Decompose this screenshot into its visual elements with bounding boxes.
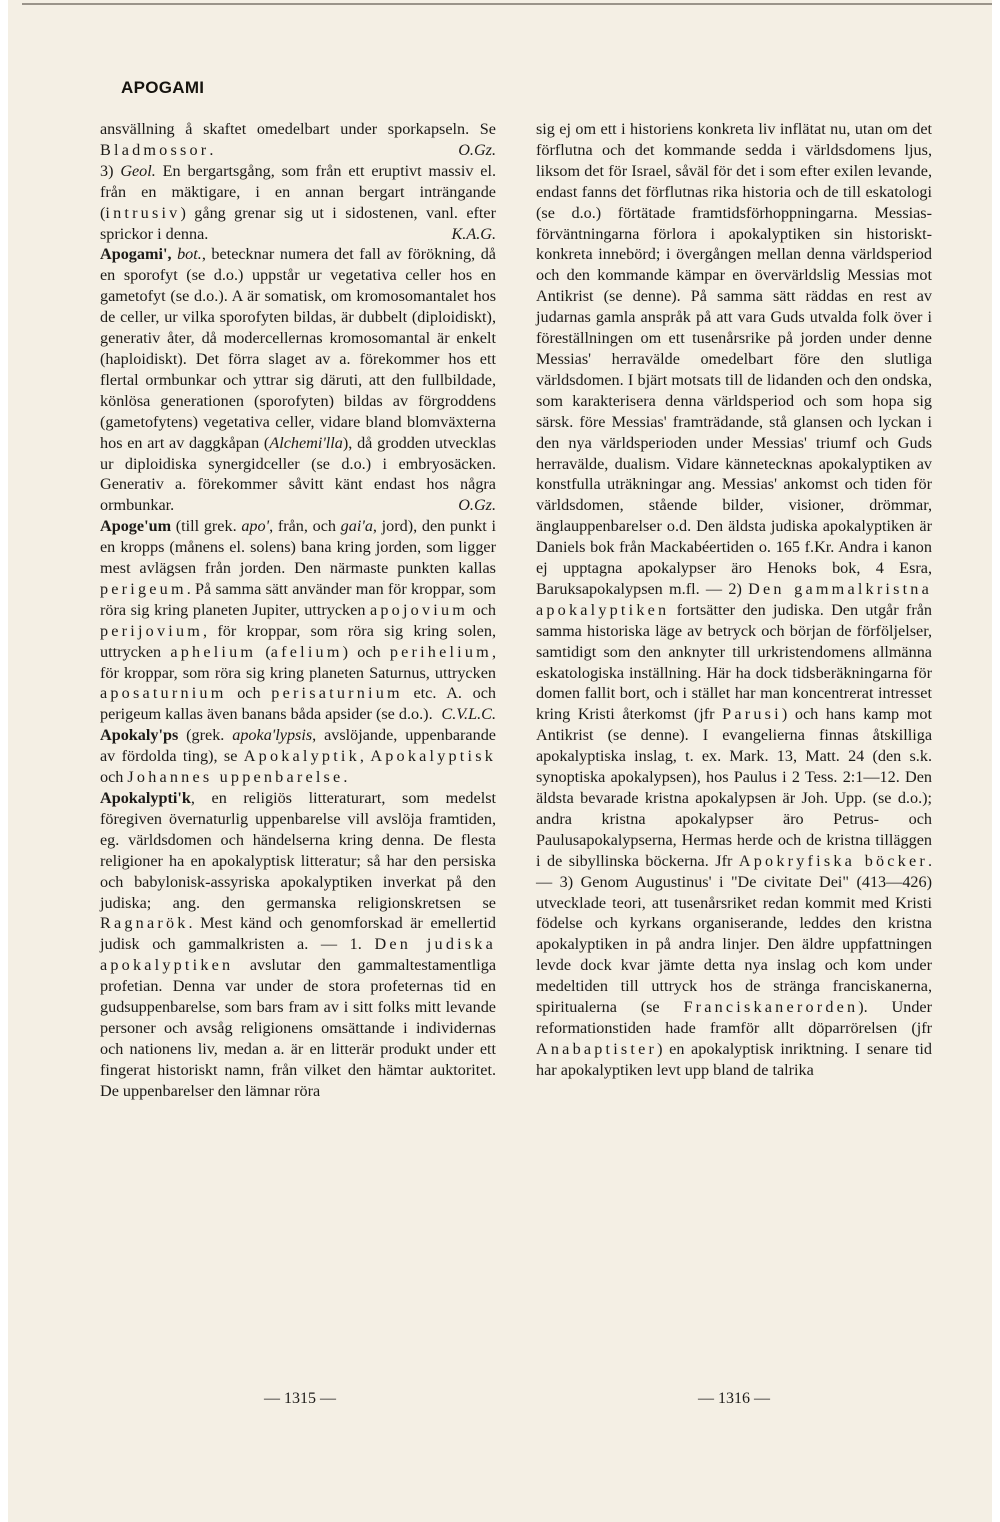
headword: Apokaly'ps — [100, 726, 179, 745]
spaced-term: intrusiv — [105, 203, 181, 222]
subject-abbreviation: Geol. — [120, 161, 156, 180]
spaced-term: afelium — [270, 642, 343, 661]
right-column — [536, 119, 932, 1081]
italic-term: gai'a — [340, 517, 373, 536]
entry-apofys-sporkapsel: ansvällning å skaftet omedelbart under sporkapseln. Se Bladmossor. O.Gz. — [100, 120, 496, 159]
page-edge-rule — [22, 3, 992, 5]
entry-apokalyptik: Apokalypti'k, en religiös litteraturart, som medelst föregiven övernaturlig uppenbarelse vill avslöja framtiden, eg. världsdomen och händelserna kring denna. De flesta religioner ha en apokalyptisk litteratur; så har den persiska och babylonisk-assyriska apokalyptiken inverkat på den judiska; ang. den germanska religionskretsen se Ragnarök. Mest känd och genomforskad är emellertid judisk och gammalkristen a. — 1. Den judiska apokalyptiken avslutar den gammaltestamentliga profetian. Denna var under de stora profeternas tid en gudsuppenbarelse, som bars fram av i sitt folks mitt levande personer och avsåg religionens omsättande i individernas och nationens liv, medan a. är en litterär produkt under ett fingerat historiskt namn, från vilket den hämtar auktoritet. De uppenbarelser den lämnar röra — [100, 789, 496, 1100]
spaced-term: perihelium — [389, 642, 492, 661]
author-signature: O.Gz. — [458, 140, 496, 159]
cross-reference: Apokalyptik — [243, 747, 360, 766]
headword: Apogami', — [100, 245, 172, 264]
italic-term: apoka'lypsis — [232, 726, 313, 745]
cross-reference: Parusi — [722, 705, 782, 724]
entry-apokalyptik-continued: sig ej om ett i historiens konkreta liv inflätat nu, utan om det förflutna och det kommande sedda i världsdomens ljus, liksom det för Israel, såväl för det i som efter exilen levande, endast fanns det förflutnas rika historia och de till eskatologi (se d.o.) förtätade framtidsförhoppningarna. Messias-förväntningarna förlora i apokalyptiken sin historiskt-konkreta innebörd; i övergången mellan denna världsperiod och den kommande kämpar en övervärldslig Messias mot Antikrist (se denne). På samma sätt räddas en rest av judarnas gamla anspråk på att vara Guds utvalda folk över i föreställningen om ett tusenårsrike på jorden under denne Messias' herravälde omedelbart före den slutliga världsdomen. I bjärt motsats till de lidanden och den ondska, som karakterisera denna världsperiod och som hopa sig särsk. före Messias' framträdande, stå glansen och lyckan i den nya världsperioden under Messias' triumf och Guds herravälde, dualism. Vidare kännetecknas apokalyptiken av konstfulla uträkningar ang. Messias' ankomst och tiden för världsdomen, stående bilder, visioner, drömmar, änglauppenbarelser o.d. Den äldsta judiska apokalyptiken är Daniels bok från Mackabéertiden o. 165 f.Kr. Andra i kanon ej upptagna apokalypser äro Henoks bok, 4 Esra, Baruksapokalypsen m.fl. — 2) Den gammalkristna apokalyptiken fortsätter den judiska. Den utgår från samma historiska läge av betryck och början de förföljelser, samtidigt som den anknyter till urkristendomens allmänna eskatologiska inställning. Här ha dock tidsberäkningarna för domen fallit bort, och i stället har man koncentrerat intresset kring Kristi återkomst (jfr Parusi) och hans kamp mot Antikrist (se denne). I evangelierna finnas åtskilliga apokalyptiska inslag, t. ex. Mark. 13, Matt. 24 (den s.k. synoptiska apokalypsen), hos Paulus i 2 Tess. 2:1—12. Den äldsta bevarade kristna apokalypsen är Joh. Upp. (se d.o.); andra kristna apokalypser äro Petrus- och Paulusapokalypserna, Hermas herde och de kristna tilläggen i de sibyllinska böckerna. Jfr Apokryfiska böcker. — 3) Genom Augustinus' i "De civitate Dei" (413—426) utvecklade teori, att tusenårsriket redan kommit med Kristi födelse och kyrkans organiserande, leddes den kristna apokalyptiken in på andra linjer. Den äldre uppfattningen levde dock kvar jämte detta nya inslag och kom under medeltiden till uttryck hos de stränga franciskanerna, spiritualerna (se Franciskanerorden). Under reformationstiden hade framför allt döparrörelsen (jfr Anabaptister) en apokalyptisk inriktning. I senare tid har apokalyptiken levt upp bland de talrika — [536, 120, 933, 1079]
italic-term: apo' — [241, 517, 270, 536]
italic-term: Alchemi'lla — [269, 433, 343, 452]
entry-apokalyps: Apokaly'ps (grek. apoka'lypsis, avslöjande, uppenbarande av fördolda ting), se Apokalyptik, Apokalyptisk och Johannes uppenbarelse. — [100, 726, 496, 787]
cross-reference: Franciskanerorden — [683, 998, 859, 1017]
cross-reference: Johannes uppenbarelse — [127, 768, 344, 787]
entry-apogami: Apogami', bot., betecknar numera det fall av förökning, då en sporofyt (se d.o.) uppstår ur vegetativa celler hos en gametofyt (se d.o.). A är somatisk, om kromosomantalet hos de celler, ur vilka sporofyten bildas, är dubbelt (diploidiskt), generativ åter, då modercellernas kromosomantal är enkelt (haploidiskt). Det förra slaget av a. förekommer hos ett flertal ormbunkar och yttrar sig däruti, att den fullbildade, könlösa generationen (sporofyten) bildas av förgroddens (gametofytens) vegetativa celler, vidare bland blomväxterna hos en art av daggkåpan (Alchemi'lla), då grodden utvecklas ur diploidiska synergidceller (se d.o.) i embryosäcken. Generativ a. förekommer såvitt känt endast hos några ormbunkar. O.Gz. — [100, 245, 497, 515]
spaced-term: perigeum — [100, 579, 187, 598]
running-header: APOGAMI — [121, 78, 205, 97]
author-signature: O.Gz. — [458, 496, 496, 515]
section-heading: Den judiska apokalyptiken — [100, 935, 496, 975]
spaced-term: apojovium — [370, 600, 469, 619]
subject-abbreviation: bot. — [177, 245, 202, 264]
spaced-term: aposaturnium — [100, 684, 227, 703]
cross-reference: Apokalyptisk — [370, 747, 496, 766]
page-number-left: — 1315 — — [264, 1390, 336, 1407]
left-column — [100, 119, 496, 1102]
headword: Apokalypti'k — [100, 789, 191, 807]
cross-reference: Bladmossor — [100, 140, 210, 159]
spaced-term: perisaturnium — [271, 684, 403, 703]
spaced-term: aphelium — [170, 642, 257, 661]
entry-apofys-geology: 3) Geol. En bergartsgång, som från ett eruptivt massiv el. från en mäktigare, i en annan bergart inträngande (intrusiv) gång grenar sig ut i sidostenen, vanl. efter sprickor i denna. K.A.G. — [100, 161, 497, 243]
author-signature: K.A.G. — [451, 224, 496, 243]
page-number-right: — 1316 — — [698, 1390, 770, 1407]
section-heading: Den gammalkristna apokalyptiken — [536, 579, 932, 619]
entry-apogeum: Apoge'um (till grek. apo', från, och gai'a, jord), den punkt i en kropps (månens el. solens) bana kring jorden, som ligger mest avlägsen från jorden. Den närmaste punkten kallas perigeum. På samma sätt använder man för kroppar, som röra sig kring planeten Jupiter, uttrycken apojovium och perijovium, för kroppar, som röra sig kring solen, uttrycken aphelium (afelium) och perihelium, för kroppar, som röra sig kring planeten Saturnus, uttrycken aposaturnium och perisaturnium etc. A. och perigeum kallas även banans båda apsider (se d.o.). C.V.L.C. — [100, 517, 496, 724]
cross-reference: Ragnarök — [100, 914, 189, 933]
spaced-term: perijovium — [100, 621, 204, 640]
author-signature: C.V.L.C. — [441, 705, 496, 724]
page-sheet — [8, 0, 992, 1522]
headword: Apoge'um — [100, 517, 172, 536]
cross-reference: Anabaptister — [536, 1039, 658, 1058]
cross-reference: Apokryfiska böcker — [738, 851, 928, 870]
